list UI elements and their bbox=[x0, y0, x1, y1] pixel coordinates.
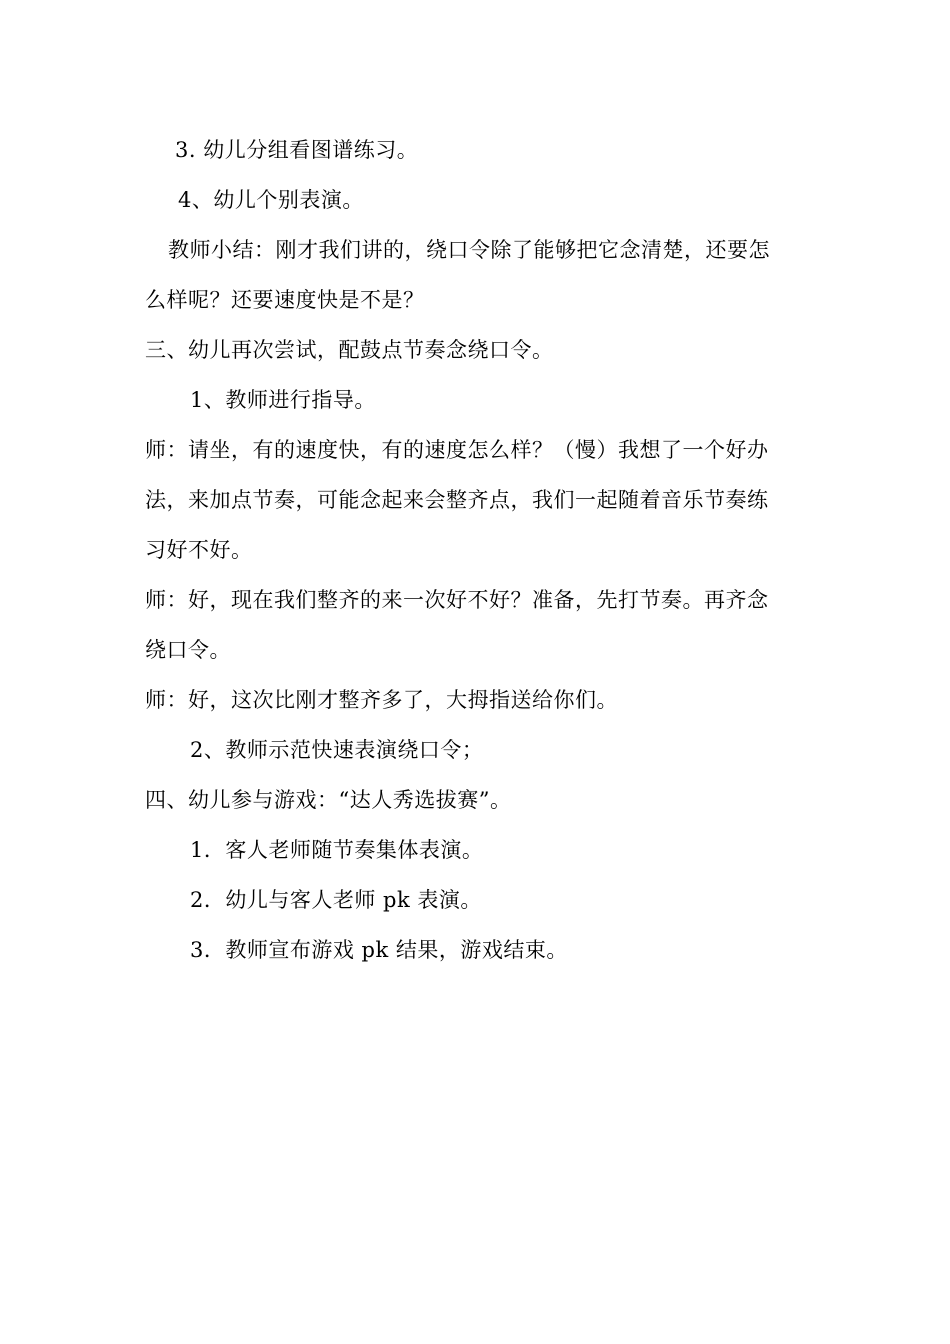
section-3-item-1: 1、教师进行指导。 bbox=[190, 388, 376, 412]
step-4-individual-performance: 4、幼儿个别表演。 bbox=[178, 188, 364, 212]
step-3-group-practice: 3. 幼儿分组看图谱练习。 bbox=[175, 138, 419, 162]
section-4-heading: 四、幼儿参与游戏：“达人秀选拔赛”。 bbox=[145, 788, 512, 812]
section-4-item-2: 2．幼儿与客人老师 pk 表演。 bbox=[190, 888, 482, 912]
section-3-heading: 三、幼儿再次尝试，配鼓点节奏念绕口令。 bbox=[145, 338, 554, 362]
teacher-summary-line-2: 么样呢？还要速度快是不是？ bbox=[145, 288, 425, 312]
teacher-dialogue-1-line-1: 师：请坐，有的速度快，有的速度怎么样？（慢）我想了一个好办 bbox=[145, 438, 769, 462]
teacher-dialogue-1-line-2: 法，来加点节奏，可能念起来会整齐点，我们一起随着音乐节奏练 bbox=[145, 488, 769, 512]
teacher-dialogue-3: 师：好，这次比刚才整齐多了，大拇指送给你们。 bbox=[145, 688, 618, 712]
section-3-item-2: 2、教师示范快速表演绕口令； bbox=[190, 738, 484, 762]
section-4-item-3: 3．教师宣布游戏 pk 结果，游戏结束。 bbox=[190, 938, 568, 962]
section-4-item-1: 1．客人老师随节奏集体表演。 bbox=[190, 838, 484, 862]
teacher-dialogue-2-line-1: 师：好，现在我们整齐的来一次好不好？准备，先打节奏。再齐念 bbox=[145, 588, 769, 612]
teacher-dialogue-2-line-2: 绕口令。 bbox=[145, 638, 231, 662]
teacher-summary-line-1: 教师小结：刚才我们讲的，绕口令除了能够把它念清楚，还要怎 bbox=[168, 238, 770, 262]
teacher-dialogue-1-line-3: 习好不好。 bbox=[145, 538, 253, 562]
